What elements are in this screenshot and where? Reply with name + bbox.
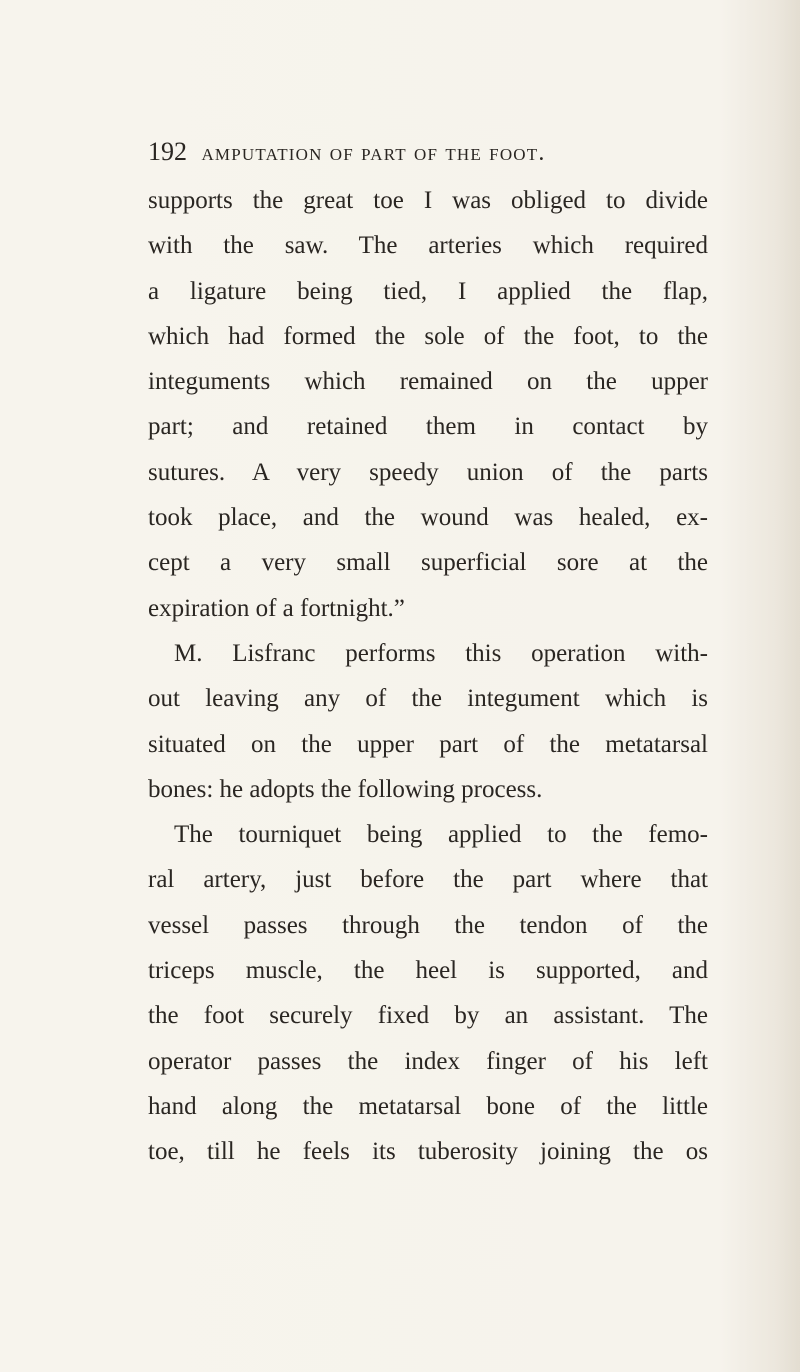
- text-line: part; and retained them in contact by: [148, 413, 708, 441]
- text-line: ral artery, just before the part where that: [148, 866, 708, 894]
- text-line: The tourniquet being applied to the femo-: [174, 821, 708, 849]
- page-number: 192: [148, 137, 187, 166]
- running-head: [148, 137, 708, 167]
- text-line: bones: he adopts the following process.: [148, 775, 543, 803]
- text-line: cept a very small superficial sore at the: [148, 549, 708, 577]
- text-line: took place, and the wound was healed, ex-: [148, 504, 708, 532]
- text-line: sutures. A very speedy union of the parts: [148, 458, 708, 486]
- text-line: vessel passes through the tendon of the: [148, 911, 708, 939]
- text-line: expiration of a fortnight.”: [148, 594, 405, 622]
- text-line: a ligature being tied, I applied the flap,: [148, 277, 708, 305]
- text-line: operator passes the index finger of his left: [148, 1047, 708, 1075]
- text-line: situated on the upper part of the metatarsal: [148, 730, 708, 758]
- text-line: out leaving any of the integument which is: [148, 685, 708, 713]
- text-line: with the saw. The arteries which required: [148, 232, 708, 260]
- body-text: [148, 178, 708, 1175]
- running-title: amputation of part of the foot.: [201, 140, 546, 166]
- text-line: toe, till he feels its tuberosity joining the os: [148, 1138, 708, 1166]
- text-line: triceps muscle, the heel is supported, and: [148, 957, 708, 985]
- text-line: supports the great toe I was obliged to divide: [148, 187, 708, 214]
- text-line: hand along the metatarsal bone of the little: [148, 1092, 708, 1120]
- text-line: integuments which remained on the upper: [148, 368, 708, 396]
- text-line: M. Lisfranc performs this operation with-: [174, 639, 708, 667]
- text-line: the foot securely fixed by an assistant. The: [148, 1002, 708, 1030]
- text-line: which had formed the sole of the foot, to the: [148, 322, 708, 350]
